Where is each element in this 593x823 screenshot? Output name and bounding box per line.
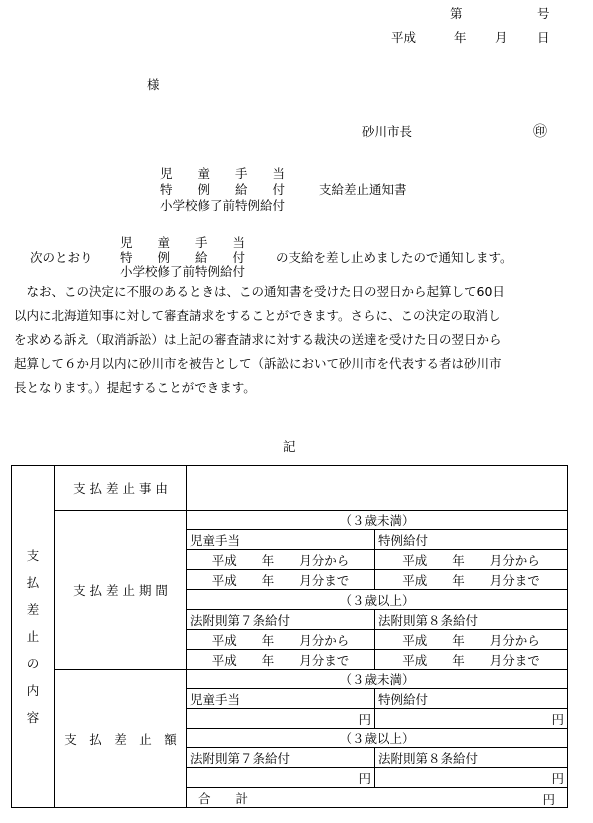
side-char: の <box>26 656 40 671</box>
number-suffix: 号 <box>537 6 550 21</box>
side-char: 差 <box>26 602 40 617</box>
title-line-1: 児 童 手 当 <box>160 166 286 181</box>
total-label: 合 計 <box>198 790 249 806</box>
appeal-paragraph <box>14 280 582 400</box>
date-day: 日 <box>537 30 550 45</box>
amount-special-payment-value[interactable]: 円 <box>375 709 568 729</box>
side-char: 止 <box>26 629 40 644</box>
amount-law8-header: 法附則第８条給付 <box>375 748 568 768</box>
amount-law7-value[interactable]: 円 <box>187 768 375 788</box>
sender-name: 砂川市長 <box>362 124 413 139</box>
period-child-from[interactable]: 平成 年 月分から <box>187 550 375 570</box>
period-over3-header: （３歳以上） <box>187 590 568 610</box>
ki-heading: 記 <box>283 439 296 454</box>
side-char: 払 <box>26 575 40 590</box>
title-line-2: 特 例 給 付 <box>160 182 286 197</box>
reason-label: 支 払 差 止 事 由 <box>55 466 187 511</box>
number-prefix: 第 <box>450 6 463 21</box>
period-under3-header: （３歳未満） <box>187 511 568 530</box>
side-label <box>12 466 55 808</box>
suspension-details-table <box>11 465 568 808</box>
side-char: 支 <box>26 548 40 563</box>
side-char: 内 <box>26 683 40 698</box>
amount-child-allowance-value[interactable]: 円 <box>187 709 375 729</box>
title-suffix: 支給差止通知書 <box>319 182 407 197</box>
paragraph-line: 起算して６か月以内に砂川市を被告として（訴訟において砂川市を代表する者は砂川市 <box>14 356 502 371</box>
amount-label: 支 払 差 止 額 <box>55 670 187 808</box>
reason-field[interactable] <box>187 466 568 511</box>
paragraph-line: なお、この決定に不服のあるときは、この通知書を受けた日の翌日から起算して60日 <box>14 284 505 299</box>
amount-total-row[interactable] <box>187 788 568 808</box>
amount-law7-header: 法附則第７条給付 <box>187 748 375 768</box>
intro-line-1: 児 童 手 当 <box>120 235 246 250</box>
period-special-to[interactable]: 平成 年 月分まで <box>375 570 568 590</box>
period-child-allowance-header: 児童手当 <box>187 530 375 550</box>
paragraph-line: を求める訴え（取消訴訟）は上記の審査請求に対する裁決の送達を受けた日の翌日から <box>14 332 502 347</box>
amount-over3-header: （３歳以上） <box>187 729 568 748</box>
period-child-to[interactable]: 平成 年 月分まで <box>187 570 375 590</box>
amount-special-payment-header: 特例給付 <box>375 689 568 709</box>
period-law7-from[interactable]: 平成 年 月分から <box>187 630 375 650</box>
intro-line-2: 特 例 給 付 <box>120 250 246 265</box>
period-law7-header: 法附則第７条給付 <box>187 610 375 630</box>
amount-child-allowance-header: 児童手当 <box>187 689 375 709</box>
amount-law8-value[interactable]: 円 <box>375 768 568 788</box>
total-yen: 円 <box>542 792 555 807</box>
period-law8-header: 法附則第８条給付 <box>375 610 568 630</box>
title-line-3: 小学校修了前特例給付 <box>160 198 286 213</box>
period-law7-to[interactable]: 平成 年 月分まで <box>187 650 375 670</box>
paragraph-line: 以内に北海道知事に対して審査請求をすることができます。さらに、この決定の取消し <box>14 308 501 323</box>
period-special-payment-header: 特例給付 <box>375 530 568 550</box>
addressee-honorific: 様 <box>147 77 160 92</box>
seal-mark: ㊞ <box>533 124 547 140</box>
date-era: 平成 <box>391 30 417 45</box>
intro-line-3: 小学校修了前特例給付 <box>120 264 246 279</box>
amount-under3-header: （３歳未満） <box>187 670 568 689</box>
side-char: 容 <box>26 710 40 725</box>
date-year: 年 <box>454 30 467 45</box>
paragraph-line: 長となります。）提起することができます。 <box>14 380 256 395</box>
intro-suffix: の支給を差し止めましたので通知します。 <box>276 250 513 265</box>
period-special-from[interactable]: 平成 年 月分から <box>375 550 568 570</box>
date-month: 月 <box>495 30 508 45</box>
intro-prefix: 次のとおり <box>30 250 93 265</box>
period-law8-to[interactable]: 平成 年 月分まで <box>375 650 568 670</box>
period-law8-from[interactable]: 平成 年 月分から <box>375 630 568 650</box>
period-label: 支 払 差 止 期 間 <box>55 511 187 670</box>
